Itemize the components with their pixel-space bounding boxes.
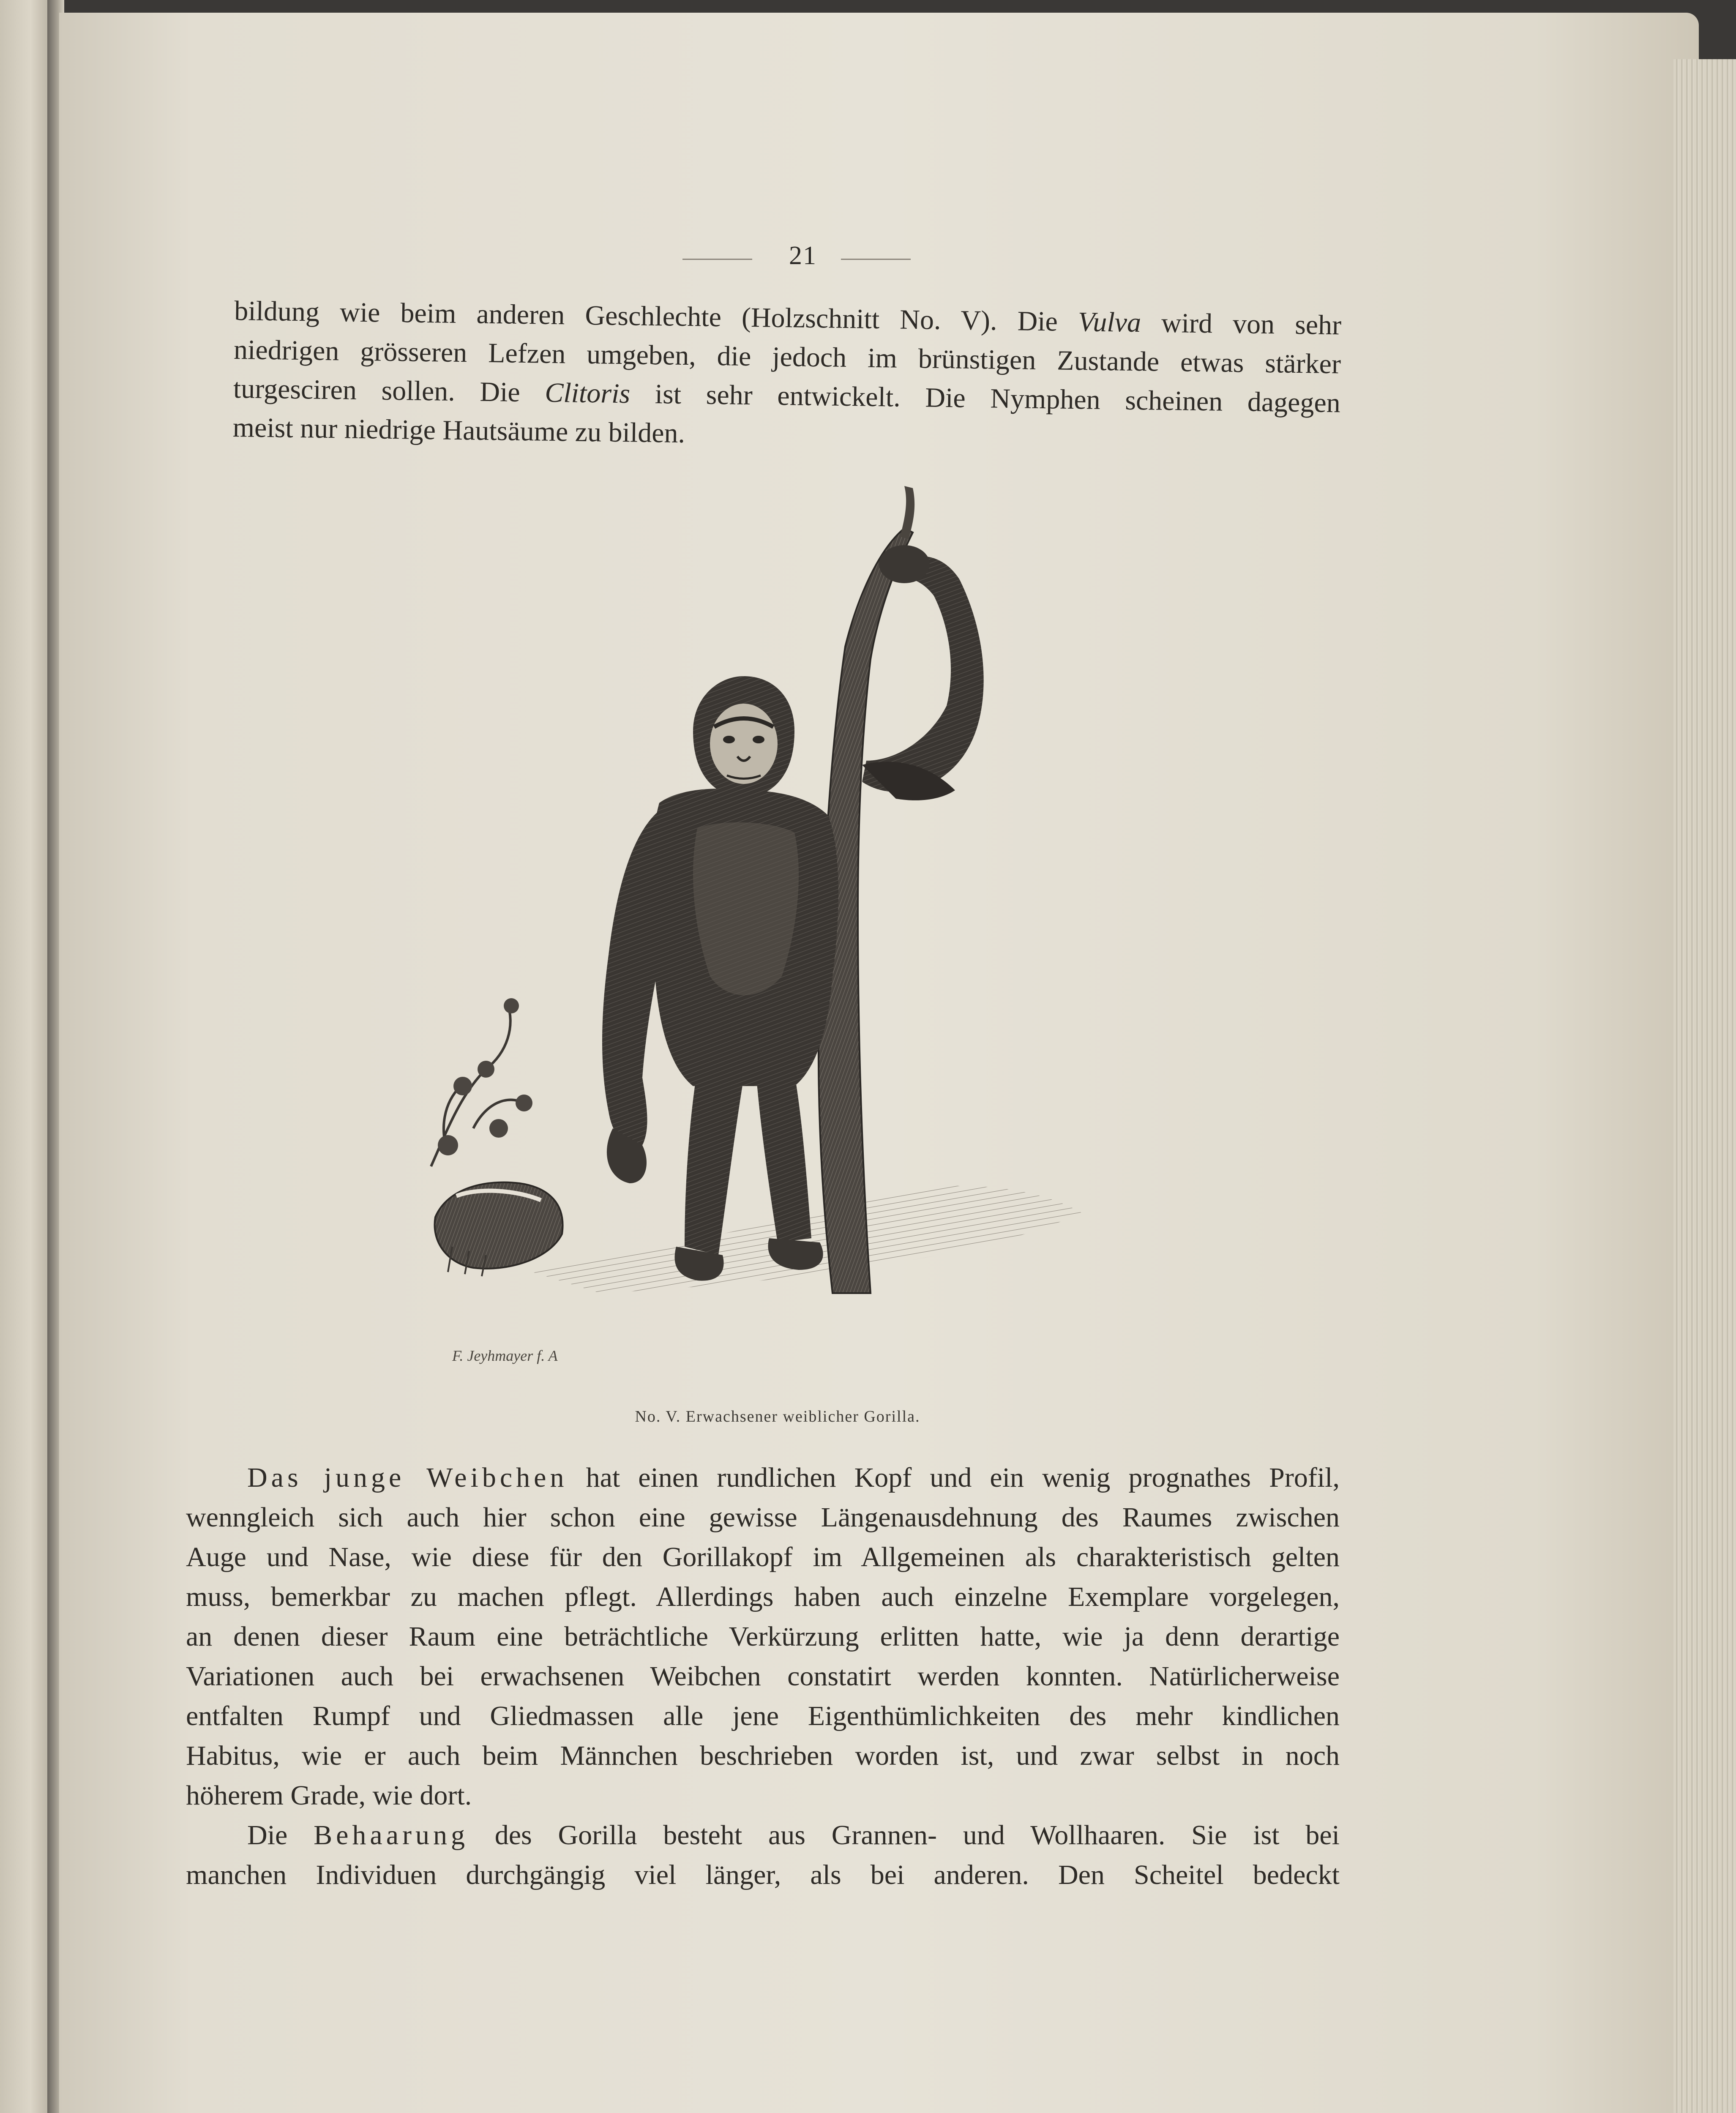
text-line: Variationen auch bei erwachsenen Weibchen constatirt werden konnten. Natürlicherweise [186,1661,1340,1692]
shrub-leaf [453,1077,472,1095]
body-text [186,1458,1340,1895]
text-line: Habitus, wie er auch beim Männchen beschrieben worden ist, und zwar selbst in noch [186,1740,1340,1771]
text-line: niedrigen grösseren Lefzen umgeben, die jedoch im brünstigen Zustande etwas stärker [233,334,1341,380]
branch-tip [900,486,914,539]
text-line: Auge und Nase, wie diese für den Gorillakopf im Allgemeinen als charakteristisch gelten [186,1542,1340,1572]
text-line: Das junge Weibchen hat einen rundlichen Kopf und ein wenig prognathes Profil, [247,1462,1340,1493]
text-line: entfalten Rumpf und Gliedmassen alle jene Eigenthümlichkeiten des mehr kindlichen [186,1701,1340,1731]
page-number-rule-right [841,259,911,260]
text-line: muss, bemerkbar zu machen pflegt. Allerdings haben auch einzelne Exemplare vorgelegen, [186,1581,1340,1612]
text-line: wenngleich sich auch hier schon eine gewisse Längenausdehnung des Raumes zwischen [186,1502,1340,1533]
gorilla-engraving [423,469,1116,1378]
shrub-leaf [516,1095,532,1111]
text-line: turgesciren sollen. Die Clitoris ist sehr entwickelt. Die Nymphen scheinen dagegen [233,373,1341,419]
shrub-leaf [478,1061,494,1078]
shrub-leaf [489,1119,508,1138]
left-page-edge [0,0,51,2113]
page-stack-edges [1673,59,1736,2113]
text-line: an denen dieser Raum eine beträchtliche Verkürzung erlitten hatte, wie ja denn derartige [186,1621,1340,1652]
chest-highlight [693,822,799,995]
eye-left [723,736,735,743]
text-line: manchen Individuen durchgängig viel länger, als bei anderen. Den Scheitel bedeckt [186,1859,1340,1890]
gorilla-face [710,704,778,784]
engraver-signature: F. Jeyhmayer f. A [452,1347,558,1364]
text-line: bildung wie beim anderen Geschlechte (Holzschnitt No. V). Die Vulva wird von sehr [234,295,1342,341]
text-line: meist nur niedrige Hautsäume zu bilden. [232,412,685,449]
text-line: höherem Grade, wie dort. [186,1780,472,1811]
gorilla-right-leg [756,1073,811,1242]
shrub-leaf [504,998,519,1013]
eye-right [753,736,764,743]
gorilla-hand [879,545,930,583]
page-number: 21 [789,241,817,270]
gorilla-left-leg [685,1069,744,1255]
rock [434,1182,562,1269]
text-line: Die Behaarung des Gorilla besteht aus Grannen- und Wollhaaren. Sie ist bei [247,1820,1340,1851]
figure-caption: No. V. Erwachsener weiblicher Gorilla. [635,1408,920,1425]
top-paragraph [232,292,1342,461]
shrub-leaf [438,1135,458,1155]
